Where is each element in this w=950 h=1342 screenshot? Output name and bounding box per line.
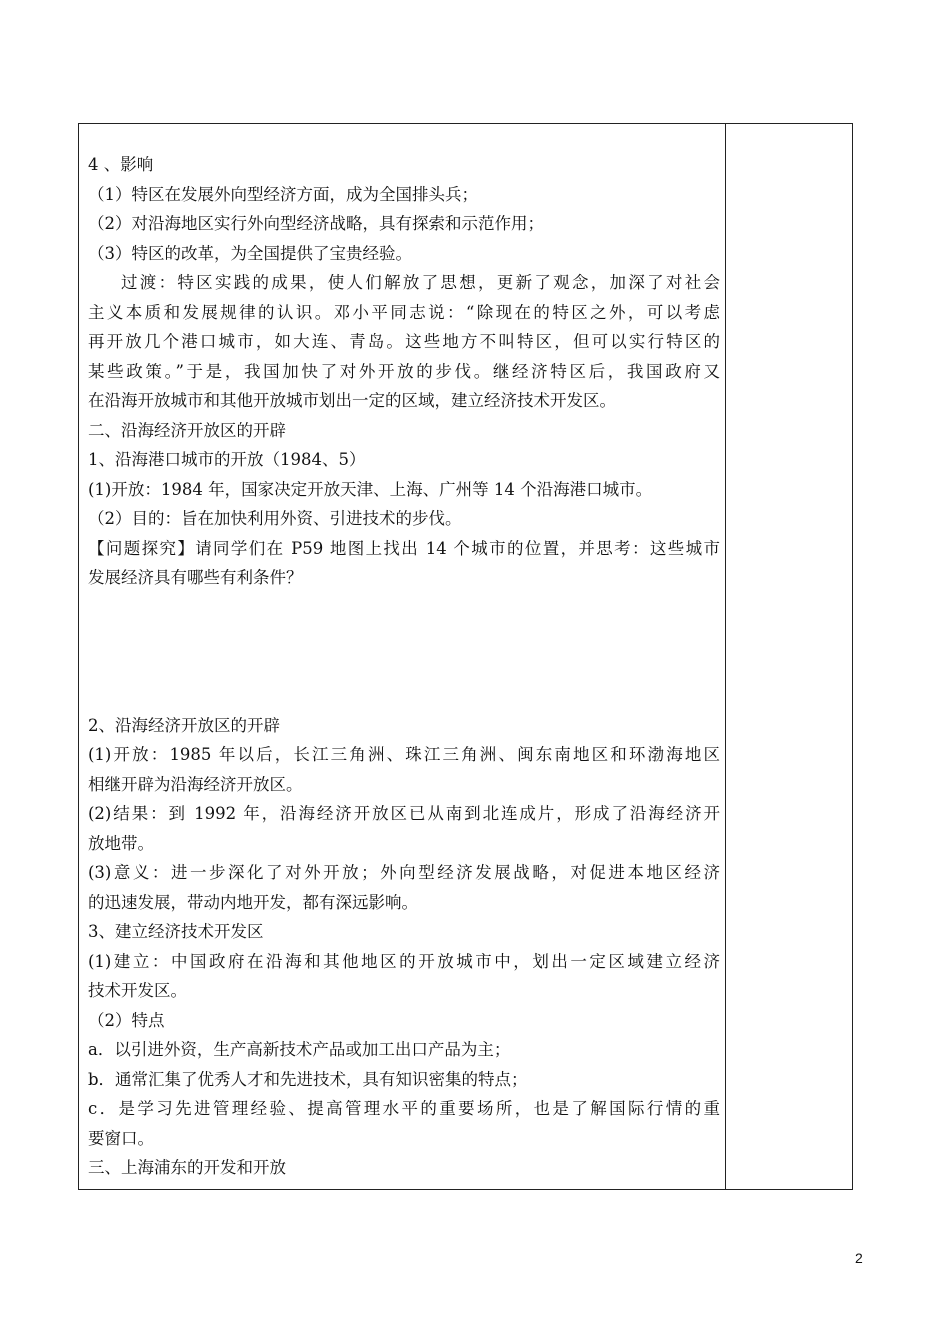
question-line: 【问题探究】请同学们在 P59 地图上找出 14 个城市的位置，并思考：这些城市 — [88, 538, 720, 558]
text-line: 技术开发区。 — [88, 981, 187, 1000]
section-heading: 二、沿海经济开放区的开辟 — [88, 420, 286, 440]
question-line: 发展经济具有哪些有利条件？ — [88, 568, 303, 587]
text-line: 的迅速发展，带动内地开发，都有深远影响。 — [88, 892, 418, 912]
text-line: 某些政策。”于是，我国加快了对外开放的步伐。继经济特区后，我国政府又 — [88, 361, 720, 381]
text-line: （3）特区的改革，为全国提供了宝贵经验。 — [88, 243, 412, 263]
text-line: 再开放几个港口城市，如大连、青岛。这些地方不叫特区，但可以实行特区的 — [88, 332, 720, 351]
subsection-heading: 3、建立经济技术开发区 — [88, 922, 264, 941]
text-line: （2）特点 — [88, 1010, 165, 1030]
subsection-heading: 2、沿海经济开放区的开辟 — [88, 715, 280, 735]
text-line: (1)建立：中国政府在沿海和其他地区的开放城市中，划出一定区域建立经济 — [88, 951, 720, 971]
heading-influence: 4 、影响 — [88, 155, 154, 174]
text-line: c．是学习先进管理经验、提高管理水平的重要场所，也是了解国际行情的重 — [88, 1099, 720, 1118]
page-number: 2 — [855, 1250, 863, 1266]
text-line: (1)开放：1984 年，国家决定开放天津、上海、广州等 14 个沿海港口城市。 — [88, 479, 653, 499]
section-heading: 三、上海浦东的开发和开放 — [88, 1158, 286, 1177]
text-line: （2）目的：旨在加快利用外资、引进技术的步伐。 — [88, 509, 462, 528]
text-line: b．通常汇集了优秀人才和先进技术，具有知识密集的特点； — [88, 1069, 528, 1089]
subsection-heading: 1、沿海港口城市的开放（1984、5） — [88, 450, 366, 469]
text-line: （1）特区在发展外向型经济方面，成为全国排头兵； — [88, 184, 478, 204]
text-line: (2)结果：到 1992 年，沿海经济开放区已从南到北连成片，形成了沿海经济开 — [88, 804, 720, 823]
text-line: 过渡：特区实践的成果，使人们解放了思想，更新了观念，加深了对社会 — [121, 273, 720, 292]
text-line: （2）对沿海地区实行外向型经济战略，具有探索和示范作用； — [88, 214, 544, 233]
text-line: 要窗口。 — [88, 1128, 154, 1148]
text-line: a．以引进外资，生产高新技术产品或加工出口产品为主； — [88, 1040, 511, 1059]
text-line: 主义本质和发展规律的认识。邓小平同志说：“除现在的特区之外，可以考虑 — [88, 302, 720, 322]
text-line: 放地带。 — [88, 833, 154, 853]
text-line: 在沿海开放城市和其他开放城市划出一定的区域，建立经济技术开发区。 — [88, 391, 616, 410]
answer-space — [88, 593, 720, 711]
column-divider — [725, 123, 726, 1190]
text-line: 相继开辟为沿海经济开放区。 — [88, 774, 303, 794]
text-line: (1)开放：1985 年以后，长江三角洲、珠江三角洲、闽东南地区和环渤海地区 — [88, 745, 720, 764]
lesson-content — [88, 150, 720, 1183]
text-line: (3)意义：进一步深化了对外开放；外向型经济发展战略，对促进本地区经济 — [88, 863, 720, 882]
